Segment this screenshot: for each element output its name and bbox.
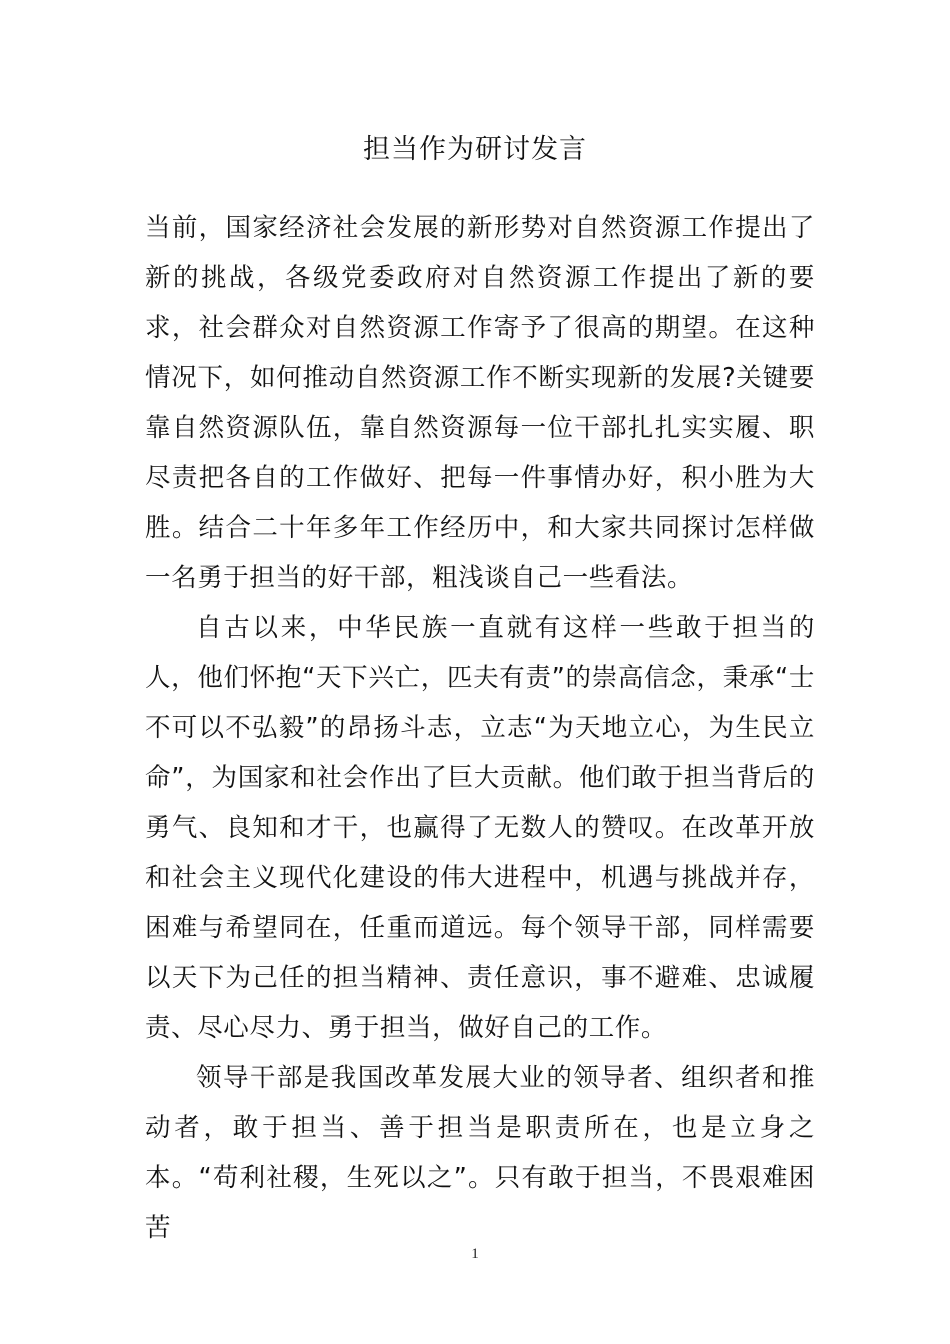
- document-body: [145, 203, 815, 1253]
- paragraph-history: 自古以来，中华民族一直就有这样一些敢于担当的人，他们怀抱“天下兴亡，匹夫有责”的崇高信念，秉承“士不可以不弘毅”的昂扬斗志，立志“为天地立心，为生民立命”，为国家和社会作出了巨大贡献。他们敢于担当背后的勇气、良知和才干，也赢得了无数人的赞叹。在改革开放和社会主义现代化建设的伟大进程中，机遇与挑战并存，困难与希望同在，任重而道远。每个领导干部，同样需要以天下为己任的担当精神、责任意识，事不避难、忠诚履责、尽心尽力、勇于担当，做好自己的工作。: [145, 613, 815, 1043]
- paragraph-intro: 当前，国家经济社会发展的新形势对自然资源工作提出了新的挑战，各级党委政府对自然资源工作提出了新的要求，社会群众对自然资源工作寄予了很高的期望。在这种情况下，如何推动自然资源工作不断实现新的发展?关键要靠自然资源队伍，靠自然资源每一位干部扎扎实实履、职尽责把各自的工作做好、把每一件事情办好，积小胜为大胜。结合二十年多年工作经历中，和大家共同探讨怎样做一名勇于担当的好干部，粗浅谈自己一些看法。: [145, 213, 815, 593]
- paragraph-leadership: 领导干部是我国改革发展大业的领导者、组织者和推动者，敢于担当、善于担当是职责所在，也是立身之本。“苟利社稷，生死以之”。只有敢于担当，不畏艰难困苦: [145, 1063, 815, 1243]
- document-title: 担当作为研讨发言: [363, 134, 587, 165]
- page-number: 1: [471, 1246, 479, 1262]
